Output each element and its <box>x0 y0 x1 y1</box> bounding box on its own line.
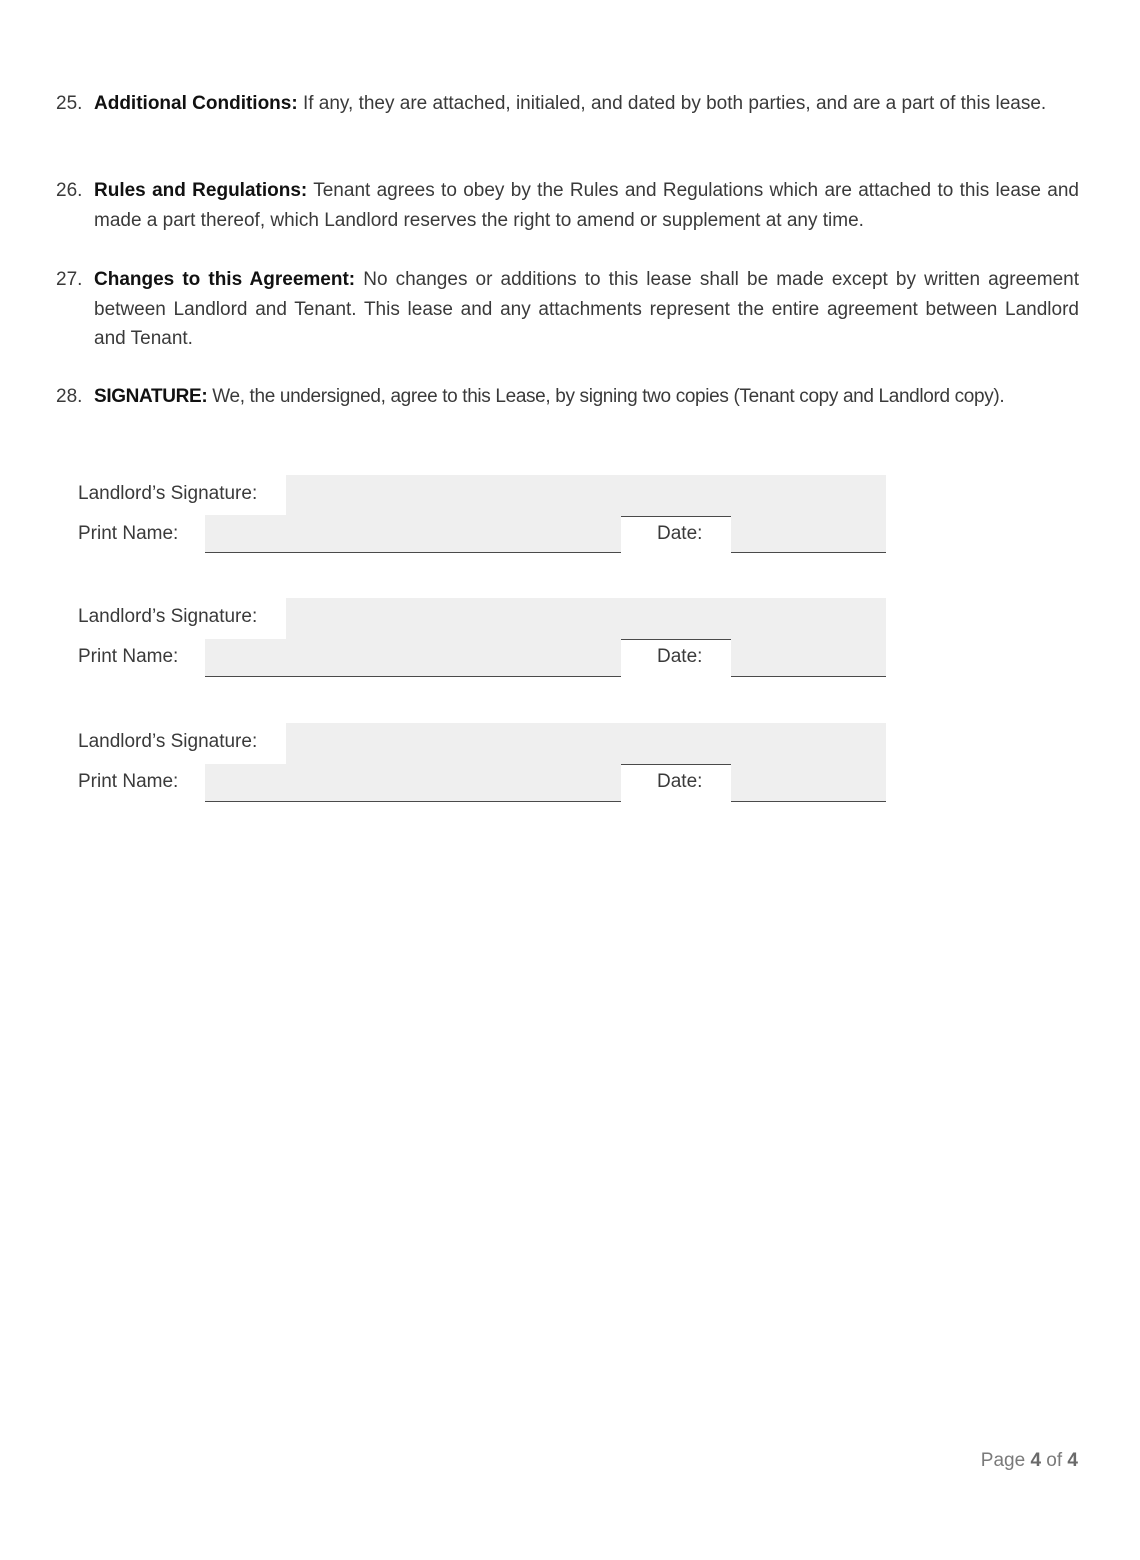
print-name-field[interactable] <box>205 764 621 802</box>
clause-text: We, the undersigned, agree to this Lease, by signing two copies (Tenant copy and Landlord copy). <box>207 386 1005 407</box>
clause-28 <box>56 382 1079 412</box>
landlord-signature-label: Landlord’s Signature: <box>78 483 258 504</box>
date-label: Date: <box>657 646 703 667</box>
print-name-field[interactable] <box>205 639 621 677</box>
print-name-label: Print Name: <box>78 523 179 544</box>
clause-heading: Rules and Regulations: <box>94 180 308 201</box>
landlord-signature-field[interactable] <box>286 723 886 765</box>
page-total: 4 <box>1067 1450 1078 1471</box>
print-name-label: Print Name: <box>78 646 179 667</box>
landlord-signature-field[interactable] <box>286 475 886 517</box>
page-current: 4 <box>1030 1450 1042 1471</box>
clause-body <box>94 176 1079 235</box>
clause-body <box>94 89 1079 119</box>
clause-heading: Additional Conditions: <box>94 93 298 114</box>
clause-number: 26. <box>56 180 83 201</box>
clause-27 <box>56 265 1079 354</box>
landlord-signature-label: Landlord’s Signature: <box>78 606 258 627</box>
clause-body <box>94 382 1079 412</box>
clause-body <box>94 265 1079 354</box>
date-field[interactable] <box>731 764 886 802</box>
clause-26 <box>56 176 1079 235</box>
date-label: Date: <box>657 523 703 544</box>
date-label: Date: <box>657 771 703 792</box>
print-name-label: Print Name: <box>78 771 179 792</box>
clause-text: Tenant agrees to obey by the Rules and Regulations which are attached to this lease and made a part thereof, which Landlord reserves the right to amend or supplement at any time. <box>94 180 1079 231</box>
page-of: of <box>1041 1450 1068 1471</box>
print-name-field[interactable] <box>205 515 621 553</box>
clause-number: 27. <box>56 269 83 290</box>
page-number <box>981 1450 1078 1472</box>
landlord-signature-field[interactable] <box>286 598 886 640</box>
page-prefix: Page <box>980 1450 1031 1471</box>
clause-text: No changes or additions to this lease shall be made except by written agreement between Landlord and Tenant. This lease and any attachments represent the entire agreement between Landlord and Tenant. <box>94 269 1079 349</box>
date-field[interactable] <box>731 639 886 677</box>
clause-number: 25. <box>56 93 83 114</box>
date-field[interactable] <box>731 515 886 553</box>
clause-number: 28. <box>56 386 83 407</box>
clause-heading: SIGNATURE: <box>94 386 208 407</box>
clause-text: If any, they are attached, initialed, and dated by both parties, and are a part of this lease. <box>297 93 1047 114</box>
clause-heading: Changes to this Agreement: <box>94 269 356 290</box>
clause-25 <box>56 89 1079 119</box>
landlord-signature-label: Landlord’s Signature: <box>78 731 258 752</box>
